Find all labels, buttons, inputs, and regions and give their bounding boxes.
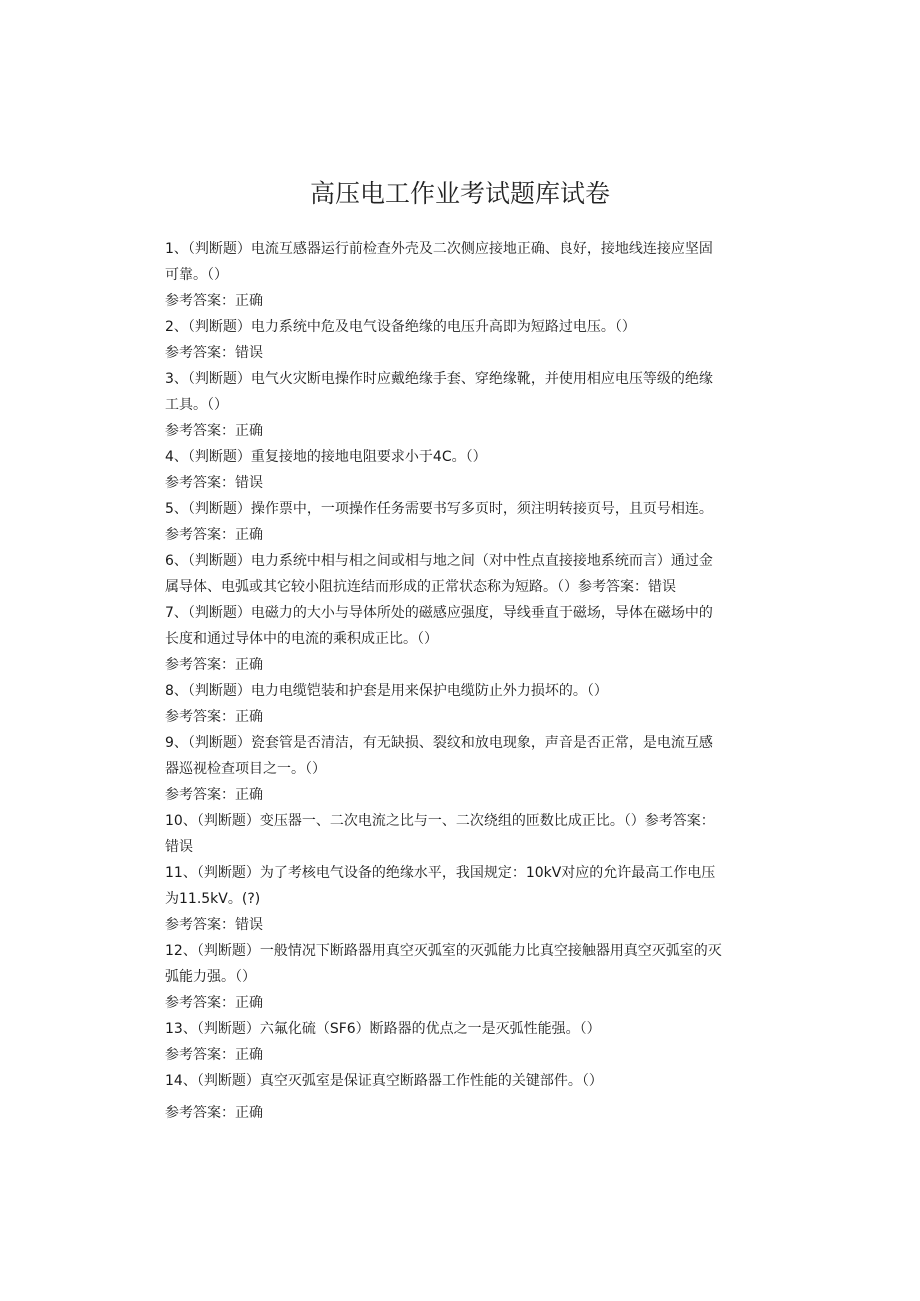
question-text: 5、（判断题）操作票中，一项操作任务需要书写多页时，须注明转接页号，且页号相连。 bbox=[165, 501, 713, 517]
answer-text: 参考答案：正确 bbox=[165, 995, 263, 1011]
question-text: 为11.5kV。(?) bbox=[165, 891, 261, 907]
answer-text: 参考答案：正确 bbox=[165, 1047, 263, 1063]
answer-text: 参考答案：正确 bbox=[165, 423, 263, 439]
question-text: 2、（判断题）电力系统中危及电气设备绝缘的电压升高即为短路过电压。（） bbox=[165, 319, 636, 335]
answer-text: 参考答案：正确 bbox=[165, 1105, 263, 1121]
question-text: 可靠。（） bbox=[165, 267, 228, 283]
question-text: 1、（判断题）电流互感器运行前检查外壳及二次侧应接地正确、良好，接地线连接应坚固 bbox=[165, 241, 713, 257]
question-text: 6、（判断题）电力系统中相与相之间或相与地之间（对中性点直接接地系统而言）通过金 bbox=[165, 553, 713, 569]
question-text: 3、（判断题）电气火灾断电操作时应戴绝缘手套、穿绝缘靴，并使用相应电压等级的绝缘 bbox=[165, 371, 713, 387]
question-text: 8、（判断题）电力电缆铠装和护套是用来保护电缆防止外力损坏的。（） bbox=[165, 683, 608, 699]
answer-text: 参考答案：正确 bbox=[165, 657, 263, 673]
question-text: 器巡视检查项目之一。（） bbox=[165, 761, 326, 777]
question-text: 长度和通过导体中的电流的乘积成正比。（） bbox=[165, 631, 438, 647]
question-text: 14、（判断题）真空灭弧室是保证真空断路器工作性能的关键部件。（） bbox=[165, 1073, 603, 1089]
question-text: 11、（判断题）为了考核电气设备的绝缘水平，我国规定：10kV对应的允许最高工作电压 bbox=[165, 865, 716, 881]
page-title: 高压电工作业考试题库试卷 bbox=[309, 179, 610, 208]
question-text: 7、（判断题）电磁力的大小与导体所处的磁感应强度，导线垂直于磁场，导体在磁场中的 bbox=[165, 605, 713, 621]
question-text: 10、（判断题）变压器一、二次电流之比与一、二次绕组的匝数比成正比。（）参考答案： bbox=[165, 813, 715, 829]
question-text: 弧能力强。（） bbox=[165, 969, 256, 985]
answer-text: 错误 bbox=[165, 839, 193, 855]
question-text: 工具。（） bbox=[165, 397, 228, 413]
answer-text: 参考答案：错误 bbox=[165, 345, 263, 361]
question-text: 9、（判断题）瓷套管是否清洁，有无缺损、裂纹和放电现象，声音是否正常，是电流互感 bbox=[165, 735, 713, 751]
answer-text: 参考答案：正确 bbox=[165, 527, 263, 543]
question-text: 属导体、电弧或其它较小阻抗连结而形成的正常状态称为短路。（）参考答案：错误 bbox=[165, 579, 676, 595]
question-list bbox=[165, 236, 755, 1126]
question-text: 4、（判断题）重复接地的接地电阻要求小于4C。（） bbox=[165, 449, 487, 465]
answer-text: 参考答案：正确 bbox=[165, 709, 263, 725]
question-text: 12、（判断题）一般情况下断路器用真空灭弧室的灭弧能力比真空接触器用真空灭弧室的灭 bbox=[165, 943, 722, 959]
answer-text: 参考答案：正确 bbox=[165, 293, 263, 309]
question-text: 13、（判断题）六氟化硫（SF6）断路器的优点之一是灭弧性能强。（） bbox=[165, 1021, 601, 1037]
answer-text: 参考答案：错误 bbox=[165, 475, 263, 491]
answer-text: 参考答案：正确 bbox=[165, 787, 263, 803]
answer-text: 参考答案：错误 bbox=[165, 917, 263, 933]
